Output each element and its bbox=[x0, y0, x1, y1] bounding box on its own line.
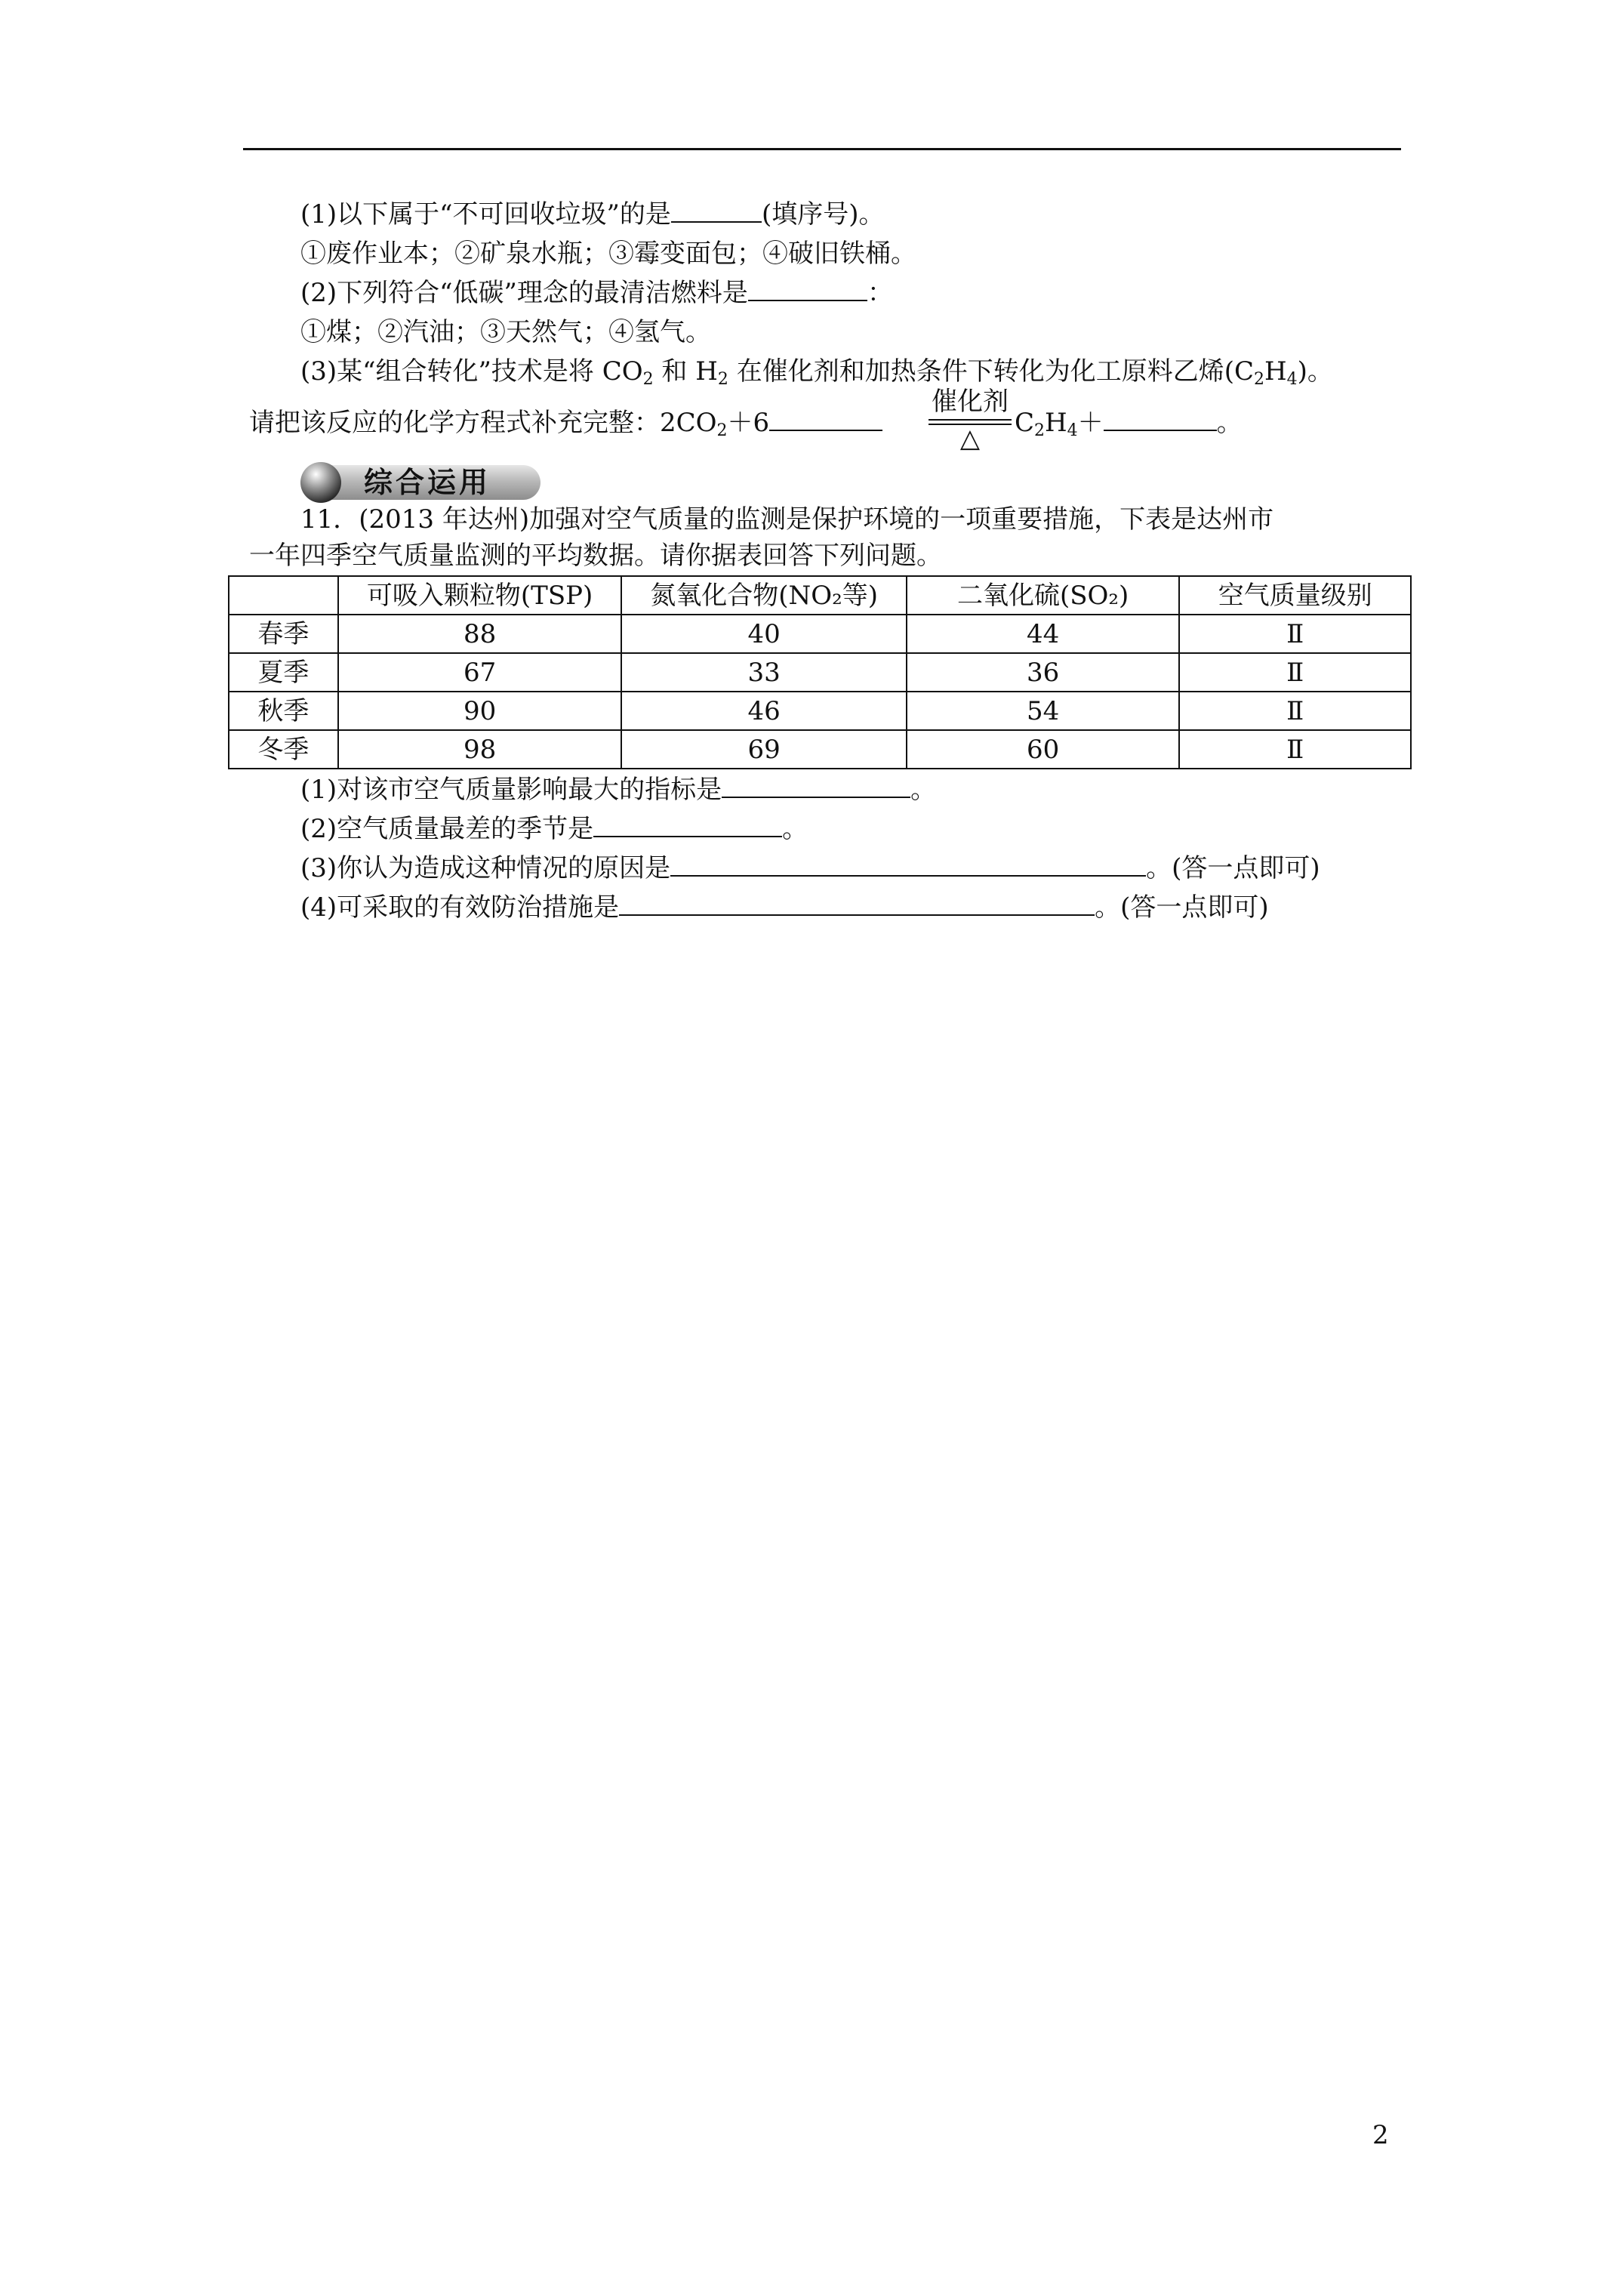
q11-sub2-tail: 。 bbox=[782, 814, 808, 844]
subscript: 4 bbox=[1067, 421, 1078, 440]
subscript: 2 bbox=[717, 370, 728, 389]
heat-symbol: △ bbox=[959, 424, 981, 454]
q11-sub4-tail: 。(答一点即可) bbox=[1095, 892, 1269, 923]
section-bullet-icon bbox=[300, 462, 341, 503]
table-cell: Ⅱ bbox=[1179, 692, 1411, 730]
table-row bbox=[229, 692, 1411, 730]
table-header-cell: 可吸入颗粒物(TSP) bbox=[338, 576, 622, 615]
subscript: 2 bbox=[716, 421, 728, 440]
season-cell: 秋季 bbox=[229, 692, 338, 730]
table-header-cell: 氮氧化合物(NO₂等) bbox=[621, 576, 907, 615]
q10-part1 bbox=[300, 198, 884, 231]
q11-sub1 bbox=[300, 773, 936, 806]
q10-part1-options: ①废作业本；②矿泉水瓶；③霉变面包；④破旧铁桶。 bbox=[300, 239, 916, 269]
q10-part3 bbox=[300, 355, 1333, 388]
answer-blank[interactable] bbox=[671, 199, 762, 223]
table-header-cell: 空气质量级别 bbox=[1179, 576, 1411, 615]
season-cell: 夏季 bbox=[229, 653, 338, 692]
q10-part3-text-a: (3)某“组合转化”技术是将 CO bbox=[300, 356, 643, 387]
equation-end: 。 bbox=[1216, 408, 1243, 438]
table-row bbox=[229, 730, 1411, 769]
subscript: 2 bbox=[1034, 421, 1046, 440]
table-cell: 88 bbox=[338, 615, 622, 653]
equals-line bbox=[929, 419, 1012, 421]
answer-blank[interactable] bbox=[1104, 407, 1217, 431]
table-cell: 54 bbox=[907, 692, 1180, 730]
q10-part2-tail: ： bbox=[867, 278, 893, 308]
q11-sub4 bbox=[300, 891, 1269, 924]
table-cell: 67 bbox=[338, 653, 622, 692]
table-cell: 98 bbox=[338, 730, 622, 769]
table-cell: 40 bbox=[621, 615, 907, 653]
q11-sub3-text: (3)你认为造成这种情况的原因是 bbox=[300, 853, 671, 883]
q10-part3-text-c: 在催化剂和加热条件下转化为化工原料乙烯(C bbox=[728, 356, 1254, 387]
subscript: 2 bbox=[642, 370, 654, 389]
season-cell: 春季 bbox=[229, 615, 338, 653]
table-cell: 46 bbox=[621, 692, 907, 730]
table-cell: 44 bbox=[907, 615, 1180, 653]
table-row bbox=[229, 653, 1411, 692]
table-cell: 33 bbox=[621, 653, 907, 692]
equation-products bbox=[1015, 406, 1243, 439]
q11-sub4-text: (4)可采取的有效防治措施是 bbox=[300, 892, 620, 923]
q10-part2-text: (2)下列符合“低碳”理念的最清洁燃料是 bbox=[300, 278, 748, 308]
table-cell: 60 bbox=[907, 730, 1180, 769]
equation-coefficient: ＋6 bbox=[727, 408, 770, 438]
table-cell: 90 bbox=[338, 692, 622, 730]
table-cell: 36 bbox=[907, 653, 1180, 692]
reaction-condition bbox=[925, 387, 1015, 452]
table-cell: Ⅱ bbox=[1179, 730, 1411, 769]
q10-part1-text: (1)以下属于“不可回收垃圾”的是 bbox=[300, 199, 671, 230]
q11-sub3 bbox=[300, 852, 1320, 885]
answer-blank[interactable] bbox=[748, 277, 867, 301]
subscript: 4 bbox=[1286, 370, 1298, 389]
product-text: H bbox=[1045, 408, 1067, 438]
air-quality-table bbox=[228, 575, 1412, 769]
answer-blank[interactable] bbox=[670, 852, 1146, 877]
page-number: 2 bbox=[1372, 2120, 1389, 2150]
product-text: C bbox=[1015, 408, 1035, 438]
section-title: 综合运用 bbox=[364, 466, 491, 499]
section-heading bbox=[300, 462, 540, 503]
q10-part2 bbox=[300, 276, 893, 310]
table-cell: Ⅱ bbox=[1179, 653, 1411, 692]
q10-part3-text-d: H bbox=[1264, 356, 1287, 387]
answer-blank[interactable] bbox=[593, 813, 782, 837]
answer-blank[interactable] bbox=[769, 407, 882, 431]
answer-blank[interactable] bbox=[722, 774, 910, 798]
q10-part3-text-b: 和 H bbox=[653, 356, 718, 387]
q10-part3-text-e: )。 bbox=[1297, 356, 1333, 387]
table-header-row bbox=[229, 576, 1411, 615]
q11-sub1-text: (1)对该市空气质量影响最大的指标是 bbox=[300, 775, 722, 805]
plus-sign: ＋ bbox=[1077, 408, 1104, 438]
answer-blank[interactable] bbox=[619, 892, 1095, 916]
season-cell: 冬季 bbox=[229, 730, 338, 769]
table-cell: 69 bbox=[621, 730, 907, 769]
q11-intro-line2: 一年四季空气质量监测的平均数据。请你据表回答下列问题。 bbox=[249, 541, 942, 571]
q10-part2-options: ①煤；②汽油；③天然气；④氢气。 bbox=[300, 317, 711, 347]
table-row bbox=[229, 615, 1411, 653]
q11-sub1-tail: 。 bbox=[910, 775, 937, 805]
q11-intro-line1: 11．(2013 年达州)加强对空气质量的监测是保护环境的一项重要措施，下表是达州市 bbox=[300, 504, 1274, 535]
table-header-cell: 二氧化硫(SO₂) bbox=[907, 576, 1180, 615]
catalyst-label: 催化剂 bbox=[932, 387, 1009, 417]
table-cell: Ⅱ bbox=[1179, 615, 1411, 653]
header-rule bbox=[243, 148, 1401, 150]
q11-sub2 bbox=[300, 812, 808, 846]
q11-sub3-tail: 。(答一点即可) bbox=[1146, 853, 1320, 883]
table-header-cell bbox=[229, 576, 338, 615]
q11-sub2-text: (2)空气质量最差的季节是 bbox=[300, 814, 594, 844]
equation-line bbox=[249, 406, 882, 439]
q10-part1-tail: (填序号)。 bbox=[761, 199, 885, 230]
equation-lead: 请把该反应的化学方程式补充完整：2CO bbox=[249, 408, 717, 438]
subscript: 2 bbox=[1253, 370, 1264, 389]
